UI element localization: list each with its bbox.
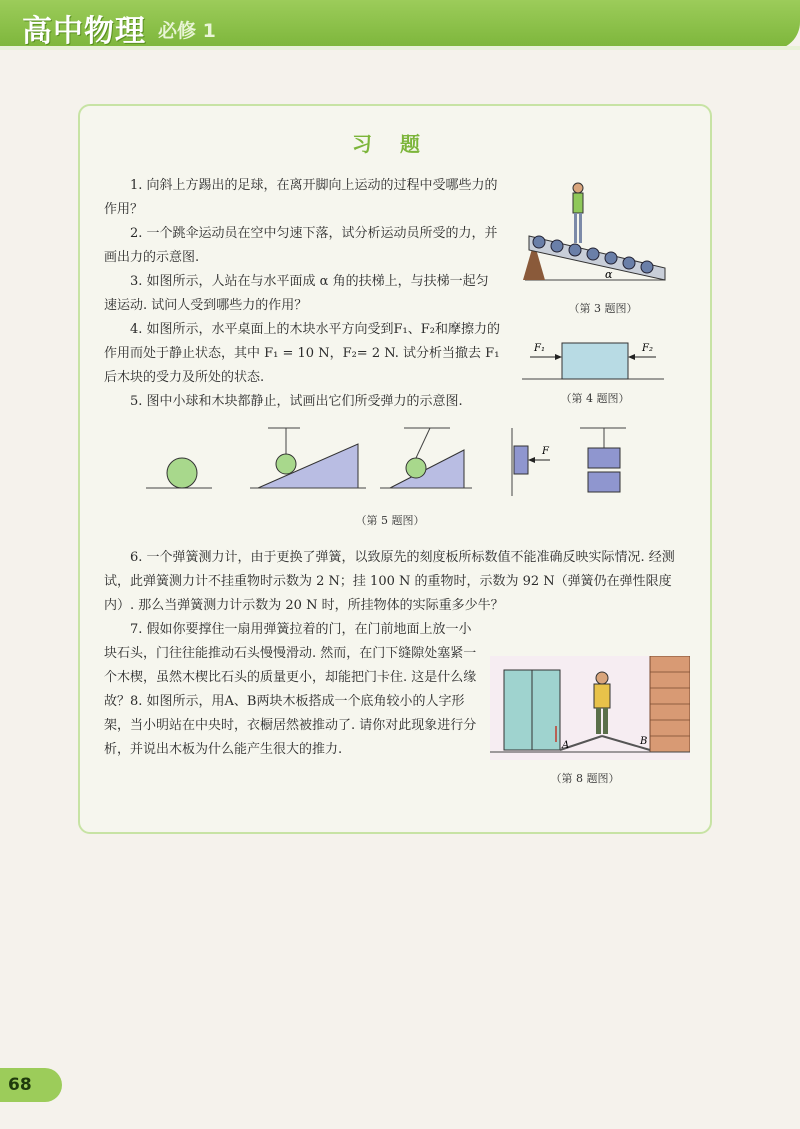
angle-label: α: [605, 268, 613, 281]
question-7: 7. 假如你要撑住一扇用弹簧拉着的门，在门前地面上放一小块石头，门往往能推动石头慢慢滑动. 然而，在门下缝隙处塞紧一个木楔，虽然木楔比石头的质量更小，却能把门卡住. 这是什么缘故？: [104, 622, 477, 709]
question-6: 6. 一个弹簧测力计，由于更换了弹簧，以致原先的刻度板所标数值不能准确反映实际情况. 经测试，此弹簧测力计不挂重物时示数为 2 N；挂 100 N 的重物时，示数为 92 N（弹簧仍在弹性限度内）. 那么当弹簧测力计示数为 20 N 时，所挂物体的实际重多少牛？: [104, 550, 675, 613]
stacked-blocks-hanging: [580, 428, 626, 492]
figure-4-caption: （第 4 题图）: [560, 392, 630, 405]
b-label: B: [640, 736, 648, 747]
page-number: 68: [0, 1068, 62, 1102]
question-4: 4. 如图所示，水平桌面上的木块水平方向受到F₁、F₂和摩擦力的作用而处于静止状态，其中 F₁ = 10 N，F₂= 2 N. 试分析当撤去 F₁ 后木块的受力及所处的状态.: [104, 322, 500, 385]
book-title: 高中物理: [22, 14, 146, 49]
ball-on-ground: [146, 458, 212, 488]
ball-on-incline-tilted-string: [380, 428, 472, 488]
question-5: 5. 图中小球和木块都静止，试画出它们所受弹力的示意图.: [130, 394, 463, 409]
question-3: 3. 如图所示，人站在与水平面成 α 角的扶梯上，与扶梯一起匀速运动. 试问人受到哪些力的作用？: [104, 274, 489, 313]
figure-5-caption: （第 5 题图）: [355, 514, 425, 527]
figure-3-caption: （第 3 题图）: [568, 302, 638, 315]
figure-3-escalator: [515, 180, 675, 290]
figure-5-objects: [140, 420, 660, 505]
question-2: 2. 一个跳伞运动员在空中匀速下落，试分析运动员所受的力，并画出力的示意图.: [104, 226, 498, 265]
figure-8-caption: （第 8 题图）: [550, 772, 620, 785]
book-subtitle: 必修 1: [158, 20, 216, 42]
figure-8-scene: [490, 656, 690, 760]
question-1: 1. 向斜上方踢出的足球，在离开脚向上运动的过程中受哪些力的作用？: [104, 178, 498, 217]
ball-on-incline-with-string: [250, 428, 366, 488]
question-8: 8. 如图所示，用A、B两块木板搭成一个底角较小的人字形架，当小明站在中央时，衣橱居然被推动了. 请你对此现象进行分析，并说出木板为什么能产生很大的推力.: [104, 694, 477, 757]
f1-label: F₁: [534, 343, 545, 354]
arrow-f1-head: [555, 354, 562, 360]
person-icon: [573, 183, 583, 243]
section-title: 习题: [352, 132, 448, 156]
arrow-f2-head: [628, 354, 635, 360]
figure-4-block: [518, 335, 668, 385]
f2-label: F₂: [642, 343, 653, 354]
a-label: A: [562, 740, 570, 751]
wooden-block: [562, 343, 628, 379]
force-label: F: [542, 446, 549, 457]
block-pressed-on-wall: [512, 428, 550, 496]
